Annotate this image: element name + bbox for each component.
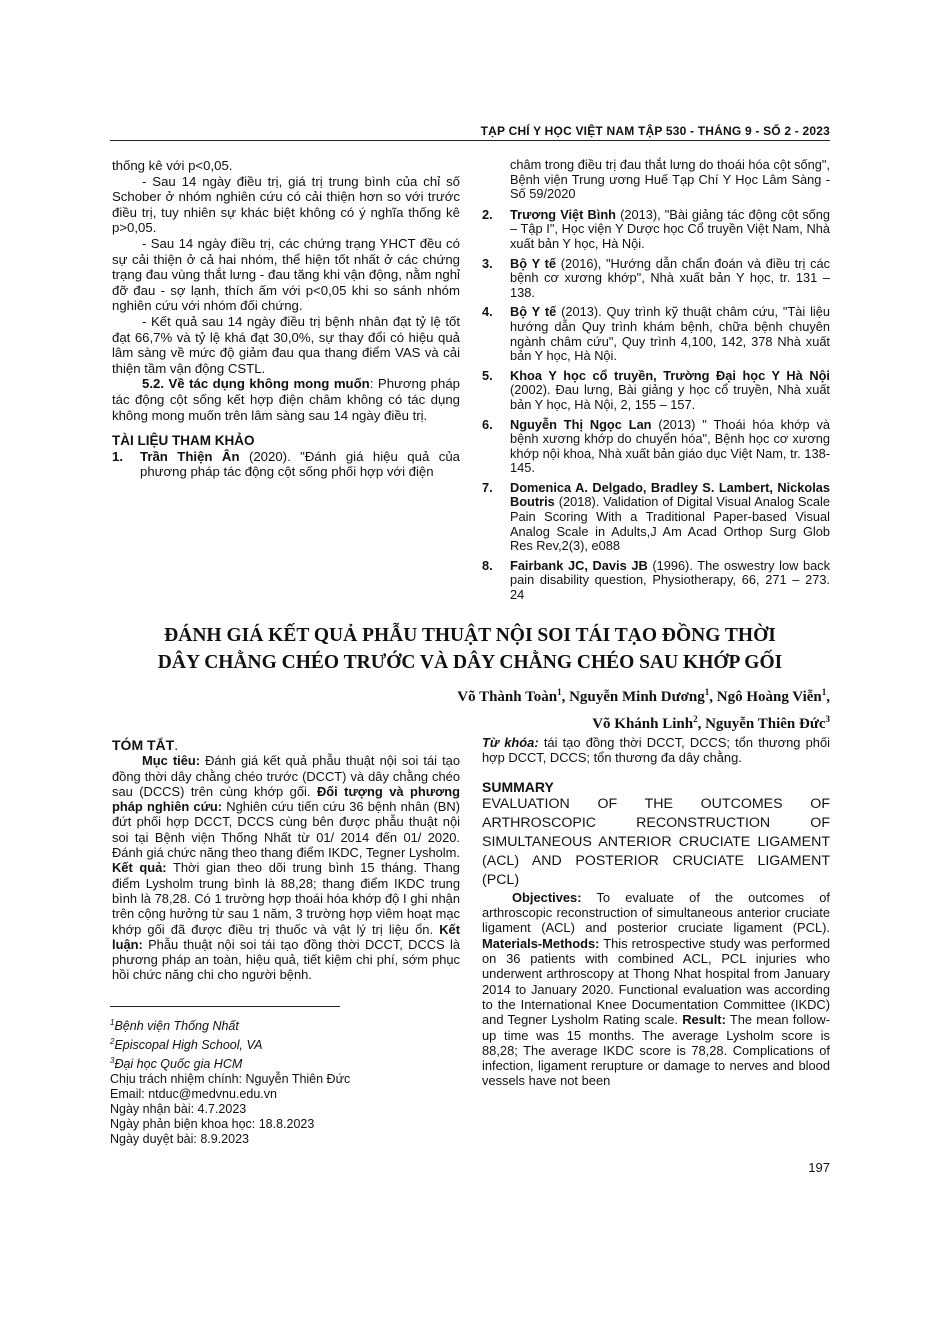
affiliation-2 bbox=[110, 1034, 350, 1053]
footnotes bbox=[110, 1015, 350, 1147]
article-title-line2: DÂY CHẰNG CHÉO TRƯỚC VÀ DÂY CHẰNG CHÉO SAU KHỚP GỐI bbox=[157, 652, 783, 673]
materials-methods-text: This retrospective study was performed on 36 patients with combined ACL, PCL injuries who underwent arthroscopy at Thong Nhat hospital from January 2014 to January 2020. Functional evaluation was according to the International Knee Documentation Committee (IKDC) and Tegner Lysholm Rating scale. bbox=[482, 935, 830, 1028]
materials-methods-label: Materials-Methods: bbox=[482, 935, 600, 951]
abstract-heading-text: TÓM TẮT bbox=[112, 737, 175, 753]
reference-text: (2013) " Thoái hóa khớp và bệnh xương khớp do chuyển hóa", Bệnh học cơ xương khớp nội khoa, Nhà xuất bản giáo dục Việt Nam, tr. 138-145. bbox=[510, 416, 830, 476]
author-affiliation-sup: 1 bbox=[557, 687, 562, 697]
keywords bbox=[482, 735, 830, 766]
abstract-vietnamese bbox=[112, 738, 460, 983]
reference-item bbox=[482, 369, 830, 413]
accepted-date: Ngày duyệt bài: 8.9.2023 bbox=[110, 1132, 249, 1147]
affiliation-text: Đại học Quốc gia HCM bbox=[114, 1057, 243, 1072]
reference-item bbox=[482, 257, 830, 301]
reference-text: (2013). Quy trình kỹ thuật châm cứu, "Tài liệu hướng dẫn Quy trình khám bệnh, chữa bệnh chuyên ngành châm cứu", Quy trình 4,100, 142, 378 Nhà xuất bản Y học, Hà Nội. bbox=[510, 304, 830, 364]
keywords-text: tái tạo đồng thời DCCT, DCCS; tổn thương phối hợp DCCT, DCCS; tổn thương đa dây chằng. bbox=[482, 735, 830, 766]
summary-body bbox=[482, 890, 830, 1089]
reference-text: (2013), "Bài giảng tác động cột sống – Tập I", Học viện Y Dược học Cổ truyền Việt Nam, Nhà xuất bản Y học, Hà Nội. bbox=[510, 206, 830, 251]
conclusion-label: Kết luận: bbox=[112, 921, 460, 952]
reference-author: Nguyễn Thị Ngọc Lan bbox=[510, 416, 652, 432]
author-affiliation-sup: 2 bbox=[693, 714, 698, 724]
article-title bbox=[110, 622, 830, 676]
email: Email: ntduc@medvnu.edu.vn bbox=[110, 1087, 277, 1102]
author-name: , Nguyễn Thiên Đức bbox=[697, 716, 826, 732]
reference-author: Bộ Y tế bbox=[510, 304, 557, 320]
reference-author: Trương Việt Bình bbox=[510, 206, 616, 222]
objectives-text: To evaluate of the outcomes of arthroscopic reconstruction of simultaneous anterior cruciate ligament (ACL) and posterior cruciate ligament (PCL). bbox=[482, 889, 830, 936]
received-date: Ngày nhận bài: 4.7.2023 bbox=[110, 1102, 247, 1117]
affiliation-1 bbox=[110, 1015, 350, 1034]
reference-text: (2020). "Đánh giá hiệu quả của phương pháp tác động cột sống phối hợp với điện bbox=[140, 448, 460, 480]
objective-text: Đánh giá kết quả phẫu thuật nội soi tái tạo đồng thời dây chằng chéo trước (DCCT) và dây chằng chéo sau (DCCS) trên cùng khớp gối. bbox=[112, 753, 460, 799]
reference-text: (1996). The oswestry low back pain disability question, Physiotherapy, 66, 271 – 273. 24 bbox=[510, 557, 830, 603]
reference-1-continued: châm trong điều trị đau thắt lưng do thoái hóa cột sống", Bệnh viện Trung ương Huế Tạp Chí Y Học Lâm Sàng - Số 59/2020 bbox=[510, 157, 830, 202]
review-date: Ngày phản biện khoa học: 18.8.2023 bbox=[110, 1117, 315, 1132]
reference-number: 4. bbox=[482, 304, 493, 320]
reference-text: (2018). Validation of Digital Visual Analog Scale Pain Scoring With a Traditional Paper-based Visual Analog Scale in Adults,J Am Acad Orthop Surg Glob Res Rev,2(3), e088 bbox=[510, 494, 830, 554]
reference-author: Trần Thiện Ân bbox=[140, 448, 240, 464]
affiliation-sup: 2 bbox=[110, 1037, 115, 1047]
conclusion-p2: - Sau 14 ngày điều trị, giá trị trung bình của chỉ số Schober ở nhóm nghiên cứu có cải thiện hơn so với trước điều trị, tuy nhiên sự khác biệt không có ý nghĩa thống kê p>0,05. bbox=[112, 173, 460, 236]
top-left-column bbox=[112, 158, 460, 482]
affiliation-sup: 1 bbox=[110, 1018, 115, 1027]
header-rule bbox=[110, 140, 830, 141]
references-list-right bbox=[482, 208, 830, 603]
result-label: Result: bbox=[682, 1012, 726, 1028]
article-title-line1: ĐÁNH GIÁ KẾT QUẢ PHẪU THUẬT NỘI SOI TÁI TẠO ĐỒNG THỜI bbox=[164, 625, 776, 646]
objectives-label: Objectives: bbox=[512, 889, 582, 905]
result-text: The mean follow-up time was 15 months. The average Lysholm score is 88,28; The average IKDC score is 78,28. Complications of infection, ligament rerupture or damage to nerves and blood vessels have not been bbox=[482, 1012, 830, 1089]
author-name: Võ Thành Toàn bbox=[457, 689, 558, 705]
reference-number: 7. bbox=[482, 479, 493, 495]
journal-header: TẠP CHÍ Y HỌC VIỆT NAM TẬP 530 - THÁNG 9 - SỐ 2 - 2023 bbox=[480, 124, 830, 138]
reference-author: Khoa Y học cổ truyền, Trường Đại học Y Hà Nội bbox=[510, 367, 830, 383]
reference-text: (2016), "Hướng dẫn chẩn đoán và điều trị các bệnh cơ xương khớp", Nhà xuất bản Y học, tr. 131 – 138. bbox=[510, 255, 830, 300]
author-name: , Ngô Hoàng Viễn bbox=[709, 689, 822, 705]
summary-title: EVALUATION OF THE OUTCOMES OF ARTHROSCOPIC RECONSTRUCTION OF SIMULTANEOUS ANTERIOR CRUCIATE LIGAMENT (ACL) AND POSTERIOR CRUCIATE LIGAMENT (PCL) bbox=[482, 795, 830, 888]
reference-item bbox=[112, 449, 460, 480]
references-title: TÀI LIỆU THAM KHẢO bbox=[112, 433, 255, 449]
abstract-body bbox=[112, 753, 460, 982]
reference-item bbox=[482, 208, 830, 252]
footnote-rule bbox=[110, 1006, 340, 1007]
author-name: , Nguyễn Minh Dương bbox=[561, 689, 705, 705]
conclusion-text: Phẫu thuật nội soi tái tạo đồng thời DCCT, DCCS là phương pháp an toàn, hiệu quả, tiết kiệm chi phí, sớm phục hồi chức năng chi cho người bệnh. bbox=[112, 936, 460, 983]
top-right-column bbox=[482, 158, 830, 608]
reference-item bbox=[482, 305, 830, 363]
affiliation-text: Episcopal High School, VA bbox=[114, 1038, 263, 1053]
conclusion-p1: thống kê với p<0,05. bbox=[112, 158, 233, 173]
results-label: Kết quả: bbox=[112, 860, 167, 876]
author-line-2 bbox=[300, 708, 830, 735]
reference-item bbox=[482, 481, 830, 554]
conclusion-p3: - Sau 14 ngày điều trị, các chứng trạng YHCT đều có sự cải thiện ở cả hai nhóm, thể hiện tốt nhất ở các chứng trạng đau vùng thắt lưng - đau tăng khi vận động, nằm nghỉ đỡ đau - sợ lạnh, thích ấm với p<0,05 khi so sánh nhóm nghiên cứu với nhóm đối chứng. bbox=[112, 235, 460, 314]
affiliation-3 bbox=[110, 1053, 350, 1072]
reference-item bbox=[482, 559, 830, 603]
section-5-2-title: 5.2. Về tác dụng không mong muốn bbox=[142, 376, 370, 392]
keywords-label: Từ khóa: bbox=[482, 735, 539, 750]
affiliation-text: Bệnh viện Thống Nhất bbox=[114, 1019, 239, 1034]
reference-number: 6. bbox=[482, 416, 493, 432]
author-name: Võ Khánh Linh bbox=[592, 716, 694, 732]
references-list-left bbox=[112, 449, 460, 480]
reference-author: Domenica A. Delgado, Bradley S. Lambert, Nickolas Boutris bbox=[510, 479, 830, 510]
methods-label: Đối tượng và phương pháp nghiên cứu: bbox=[112, 783, 460, 815]
section-5-2-text: : Phương pháp tác động cột sống kết hợp điện châm không có tác dụng không mong muốn trên lâm sàng sau 14 ngày điều trị. bbox=[112, 376, 461, 423]
objective-label: Mục tiêu: bbox=[142, 753, 201, 769]
methods-text: Nghiên cứu tiến cứu 36 bệnh nhân (BN) đứt phối hợp DCCT, DCCS cùng bên được phẫu thuật nội soi tại Bệnh viện Thống Nhất từ 01/ 2014 đến 01/ 2020. Đánh giá chức năng theo thang điểm IKDC, Tegner Lysholm. bbox=[112, 799, 460, 861]
conclusion-p4: - Kết quả sau 14 ngày điều trị bệnh nhân đạt tỷ lệ tốt đạt 66,7% và tỷ lệ khá đạt 30,0%, sự thay đổi có hiệu quả lâm sàng về mức độ giảm đau qua thang điểm VAS và cải thiện tầm vận động CSTL. bbox=[112, 313, 460, 376]
reference-text: (2002). Đau lưng, Bài giảng y học cổ truyền, Nhà xuất bản Y học, Hà Nội, 2, 155 – 157. bbox=[510, 382, 830, 412]
author-affiliation-sup: 1 bbox=[704, 687, 710, 697]
corresponding-author: Chịu trách nhiệm chính: Nguyễn Thiên Đức bbox=[110, 1072, 351, 1087]
reference-author: Fairbank JC, Davis JB bbox=[510, 557, 648, 573]
results-text: Thời gian theo dõi trung bình 15 tháng. Thang điểm Lysholm trung bình là 88,28; thang điểm IKDC trung bình là 78,28. Có 1 trường hợp thoái hóa khớp độ I ghi nhận trên cộng hưởng từ sau 1 năm, 3 trường hợp viêm hoạt mạc khớp gối đã được điều trị thuốc và vật lý trị liệu ổn. bbox=[112, 860, 460, 937]
reference-number: 3. bbox=[482, 255, 493, 271]
author-affiliation-sup: 1 bbox=[821, 687, 827, 697]
section-5-2 bbox=[112, 376, 460, 423]
affiliation-sup: 3 bbox=[110, 1056, 115, 1066]
abstract-heading bbox=[112, 738, 460, 753]
reference-number: 1. bbox=[112, 448, 123, 464]
reference-number: 5. bbox=[482, 367, 493, 383]
author-line-1 bbox=[300, 681, 830, 708]
page-number: 197 bbox=[808, 1160, 830, 1175]
author-affiliation-sup: 3 bbox=[825, 714, 830, 724]
abstract-continued-and-summary bbox=[482, 735, 830, 1089]
reference-number: 2. bbox=[482, 206, 493, 222]
reference-number: 8. bbox=[482, 557, 493, 573]
author-separator: , bbox=[826, 689, 830, 705]
abstract-heading-dot: . bbox=[174, 737, 179, 753]
reference-author: Bộ Y tế bbox=[510, 255, 556, 271]
author-list bbox=[300, 681, 830, 735]
summary-heading: SUMMARY bbox=[482, 778, 554, 795]
reference-item bbox=[482, 418, 830, 476]
